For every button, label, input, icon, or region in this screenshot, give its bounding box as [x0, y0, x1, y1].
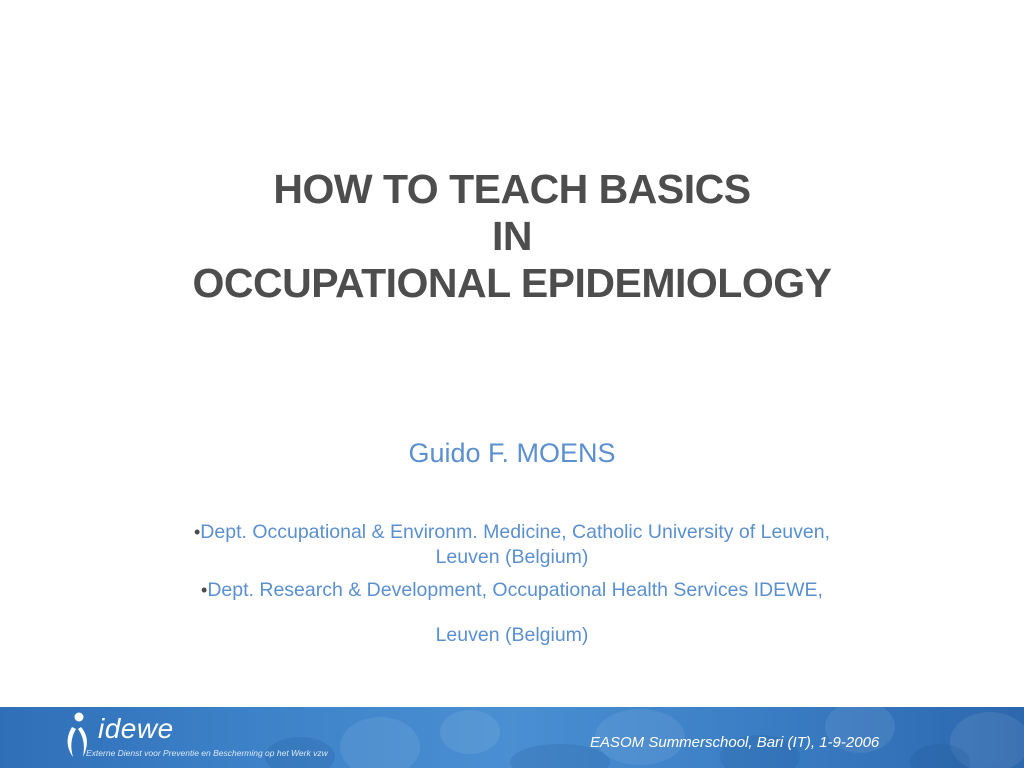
- bullet-icon: •: [201, 580, 208, 600]
- footer-event-text: EASOM Summerschool, Bari (IT), 1-9-2006: [590, 734, 880, 751]
- author-name: Guido F. MOENS: [408, 438, 616, 468]
- affiliation-2: [0, 578, 1024, 603]
- logo-tagline: Externe Dienst voor Preventie en Bescherming op het Werk vzw: [86, 748, 328, 758]
- title-line-3: OCCUPATIONAL EPIDEMIOLOGY: [192, 260, 832, 306]
- title-line-2: IN: [492, 213, 532, 259]
- affiliation-1-line-2: Leuven (Belgium): [435, 546, 589, 568]
- bullet-icon: •: [193, 522, 201, 542]
- title-line-1: HOW TO TEACH BASICS: [273, 166, 751, 212]
- logo-wordmark: idewe: [98, 713, 174, 744]
- affiliation-1: [0, 520, 1024, 570]
- affiliation-1-line-1: Dept. Occupational & Environm. Medicine, Catholic University of Leuven,: [200, 521, 831, 543]
- slide-title: [0, 166, 1024, 307]
- affiliation-2-city: Leuven (Belgium): [435, 624, 589, 646]
- affiliation-2-line-1: Dept. Research & Development, Occupational Health Services IDEWE,: [207, 579, 823, 601]
